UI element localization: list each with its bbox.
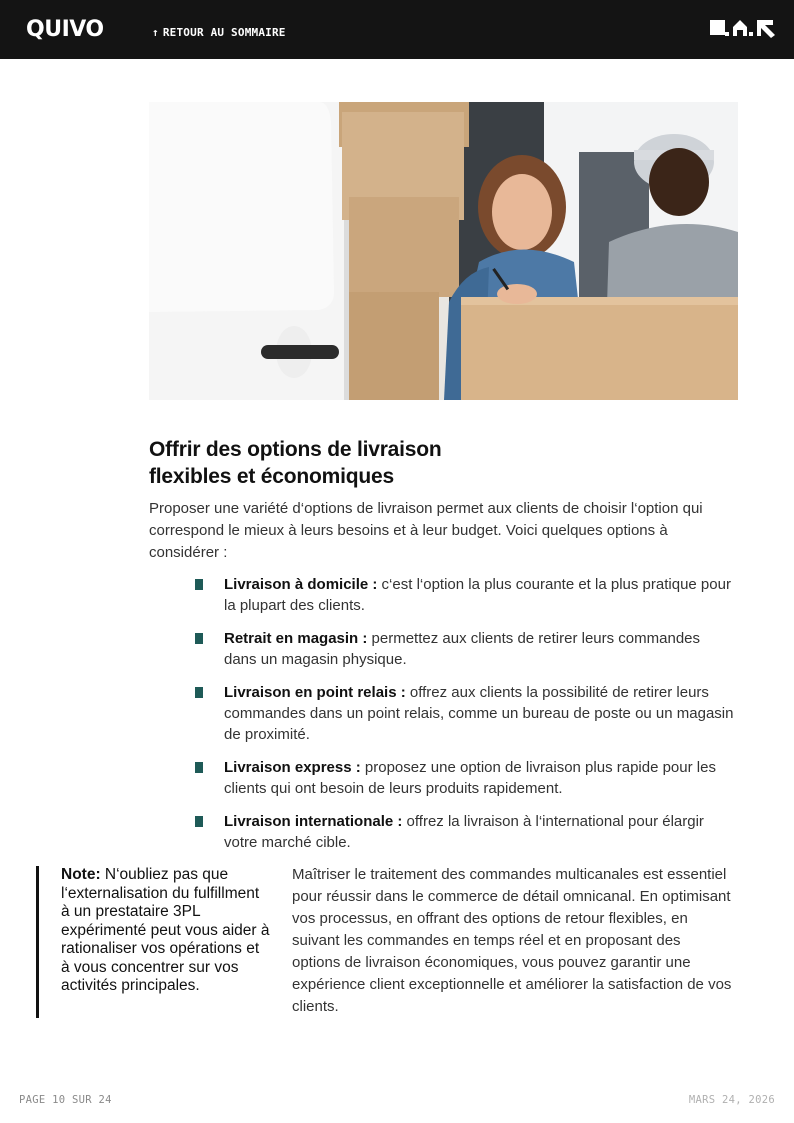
note-callout (36, 866, 272, 1018)
page-date: MARS 24, 2026 (688, 1094, 775, 1106)
back-to-contents-label: RETOUR AU SOMMAIRE (162, 26, 286, 39)
delivery-photo (149, 102, 738, 400)
intro-paragraph: Proposer une variété d‘options de livraison permet aux clients de choisir l‘option qui correspond le mieux à leurs besoins et à leur budget. Voici quelques options à considérer : (149, 500, 703, 561)
section-title-line2: flexibles et économiques (149, 465, 394, 488)
option-title: Retrait en magasin : (224, 630, 368, 647)
option-title: Livraison à domicile : (224, 576, 378, 593)
list-item (195, 628, 735, 670)
option-text: proposez une option de livraison plus rapide pour les clients qui ont besoin de leurs produits rapidement. (224, 759, 716, 797)
note-body: N‘oubliez pas que l‘externalisation du fulfillment à un prestataire 3PL expérimenté peut vous aider à rationaliser vos opérations et à vous concentrer sur vos activités principales. (61, 866, 270, 994)
bullet-icon (195, 633, 203, 644)
conclusion-paragraph: Maîtriser le traitement des commandes multicanales est essentiel pour réussir dans le commerce de détail omnicanal. En optimisant vos processus, en offrant des options de retour flexibles, en suivant les commandes en temps réel et en proposant des options de livraison économiques, vous pouvez garantir une expérience client exceptionnelle et améliorer la satisfaction de vos clients. (292, 866, 732, 1015)
section-title-line1: Offrir des options de livraison (149, 438, 442, 461)
option-text: offrez aux clients la possibilité de retirer leurs commandes dans un point relais, comme un bureau de poste ou un magasin de proximité. (224, 684, 734, 743)
list-item (195, 811, 735, 853)
delivery-options-list (195, 574, 735, 865)
bullet-icon (195, 816, 203, 827)
list-item (195, 574, 735, 616)
note-label: Note: (61, 866, 101, 883)
bullet-icon (195, 687, 203, 698)
option-title: Livraison express : (224, 759, 361, 776)
section-title (149, 436, 709, 490)
note-text (61, 866, 272, 996)
option-title: Livraison internationale : (224, 813, 403, 830)
option-title: Livraison en point relais : (224, 684, 406, 701)
list-item (195, 757, 735, 799)
option-text: c‘est l‘option la plus courante et la plus pratique pour la plupart des clients. (224, 576, 731, 614)
option-text: offrez la livraison à l‘international pour élargir votre marché cible. (224, 813, 704, 851)
quivo-logo[interactable]: QUIVO (26, 17, 104, 42)
option-text: permettez aux clients de retirer leurs commandes dans un magasin physique. (224, 630, 701, 668)
back-to-contents-link[interactable] (152, 26, 286, 39)
bullet-icon (195, 579, 203, 590)
brand-mark-icon (710, 19, 776, 39)
top-header (0, 0, 794, 59)
page-number: PAGE 10 SUR 24 (19, 1094, 112, 1106)
list-item (195, 682, 735, 745)
bullet-icon (195, 762, 203, 773)
arrow-up-icon: ↑ (152, 26, 159, 39)
